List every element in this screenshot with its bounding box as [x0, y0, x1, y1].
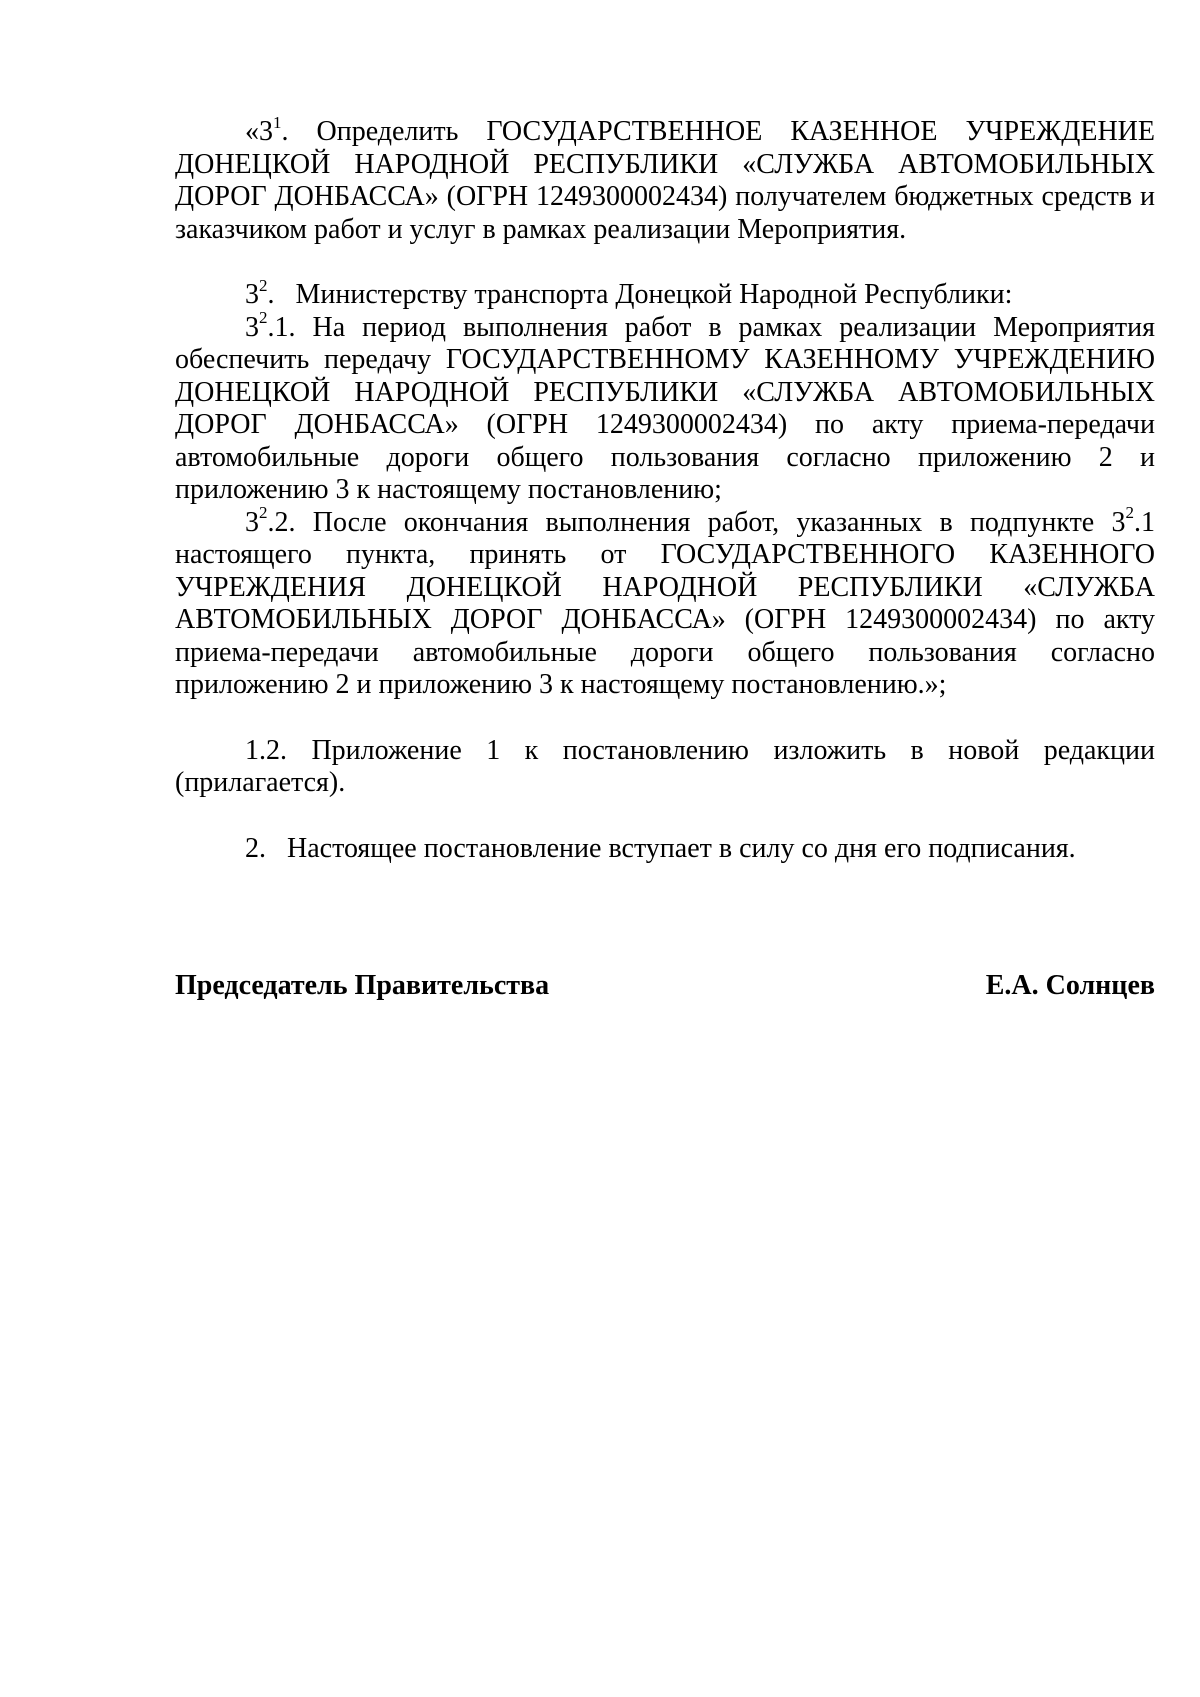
paragraph-3-2-1-text: .1. На период выполнения работ в рамках реализации Мероприятия обеспечить передачу ГОСУДАРСТВЕННОМУ КАЗЕННОМУ УЧРЕЖДЕНИЮ ДОНЕЦКОЙ НАРОДНОЙ РЕСПУБЛИКИ «СЛУЖБА АВТОМОБИЛЬНЫХ ДОРОГ ДОНБАССА» (ОГРН 1249300002434) по акту приема-передачи автомобильные дороги общего пользования согласно приложению 2 и приложению 3 к настоящему постановлению; [175, 311, 1155, 505]
paragraph-3-2-1-superscript: 2 [259, 308, 268, 328]
paragraph-3-2-2-superscript: 2 [259, 503, 268, 523]
paragraph-3-1-prefix: «3 [245, 116, 273, 147]
signature-block [175, 970, 1155, 1003]
paragraph-3-2-2-prefix: 3 [245, 506, 259, 538]
paragraph-3-1 [175, 112, 1155, 246]
paragraph-3-2-2-text-b: .1 настоящего пункта, принять от ГОСУДАРСТВЕННОГО КАЗЕННОГО УЧРЕЖДЕНИЯ ДОНЕЦКОЙ НАРОДНОЙ РЕСПУБЛИКИ «СЛУЖБА АВТОМОБИЛЬНЫХ ДОРОГ ДОНБАССА» (ОГРН 1249300002434) по акту приема-передачи автомобильные дороги общего пользования согласно приложению 2 и приложению 3 к настоящему постановлению.»; [175, 506, 1155, 700]
paragraph-3-1-text: . Определить ГОСУДАРСТВЕННОЕ КАЗЕННОЕ УЧРЕЖДЕНИЕ ДОНЕЦКОЙ НАРОДНОЙ РЕСПУБЛИКИ «СЛУЖБА АВТОМОБИЛЬНЫХ ДОРОГ ДОНБАССА» (ОГРН 1249300002434) получателем бюджетных средств и заказчиком работ и услуг в рамках реализации Мероприятия. [175, 116, 1155, 245]
paragraph-3-2-prefix: 3 [245, 279, 259, 310]
paragraph-3-2-2-superscript-ref: 2 [1125, 503, 1134, 523]
paragraph-1-2: 1.2. Приложение 1 к постановлению изложить в новой редакции (прилагается). [175, 734, 1155, 798]
paragraph-3-2 [175, 275, 1155, 312]
paragraph-3-1-superscript: 1 [273, 112, 282, 132]
paragraph-3-2-superscript: 2 [259, 275, 268, 295]
document-body [175, 112, 1155, 1003]
paragraph-3-2-text: . Министерству транспорта Донецкой Народной Республики: [267, 279, 1013, 310]
signatory-title: Председатель Правительства [175, 970, 550, 1001]
paragraph-3-2-2-text-a: .2. После окончания выполнения работ, указанных в подпункте 3 [267, 506, 1126, 538]
spacer [175, 865, 1155, 970]
paragraph-2: 2. Настоящее постановление вступает в силу со дня его подписания. [245, 832, 1076, 864]
paragraph-3-2-1 [175, 308, 1155, 507]
spacer [175, 702, 1155, 735]
spacer [175, 800, 1155, 833]
spacer [175, 246, 1155, 279]
paragraph-3-2-1-prefix: 3 [245, 311, 259, 343]
paragraph-3-2-2 [175, 503, 1155, 702]
signatory-name: Е.А. Солнцев [985, 970, 1155, 1001]
